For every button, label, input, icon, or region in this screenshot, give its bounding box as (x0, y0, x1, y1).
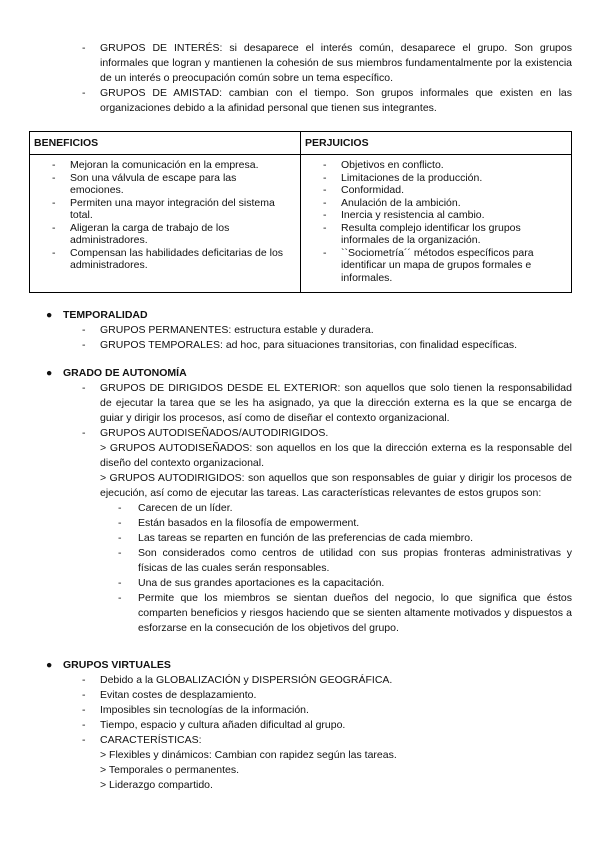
list-item: - Son una válvula de escape para las emociones. (52, 172, 292, 197)
list-item: - Mejoran la comunicación en la empresa. (52, 159, 292, 172)
beneficios-cell (30, 155, 301, 293)
autonomia-section (82, 381, 572, 636)
temporalidad-list (82, 323, 572, 353)
list-item: - GRUPOS DE INTERÉS: si desaparece el interés común, desaparece el grupo. Son grupos informales que logran y mantienen la cohesión de sus miembros fundamentalmente por la existencia de un interés o preocupación común sobre un tema específico. (82, 41, 572, 86)
list-item: - Las tareas se reparten en función de las preferencias de cada miembro. (118, 531, 572, 546)
table-header-beneficios: BENEFICIOS (30, 132, 301, 155)
feature-line: > Flexibles y dinámicos: Cambian con rapidez según las tareas. (100, 749, 397, 761)
list-item: - Están basados en la filosofía de empowerment. (118, 516, 572, 531)
list-item: - Inercia y resistencia al cambio. (323, 209, 563, 222)
list-item: - Tiempo, espacio y cultura añaden dificultad al grupo. (82, 718, 572, 733)
list-item: - Limitaciones de la producción. (323, 172, 563, 185)
bullet-icon: ● (46, 309, 53, 321)
feature-line: > Liderazgo compartido. (100, 779, 213, 791)
list-item: - GRUPOS AUTODISEÑADOS/AUTODIRIGIDOS. (82, 426, 572, 441)
list-item: - GRUPOS TEMPORALES: ad hoc, para situaciones transitorias, con finalidad específicas. (82, 338, 572, 353)
autonomia-heading: ● GRADO DE AUTONOMÍA (46, 367, 187, 379)
bullet-icon: ● (46, 659, 53, 671)
virtuales-section (82, 673, 572, 793)
list-item: - ``Sociometría´´ métodos específicos para identificar un mapa de grupos formales e informales. (323, 247, 563, 285)
autodirigidos-paragraph: > GRUPOS AUTODIRIGIDOS: son aquellos que son responsables de guiar y dirigir los procesos de ejecución, así como de ejecutar las tareas. Las características relevantes de estos grupos son: (100, 472, 572, 499)
benefits-harms-table (29, 131, 572, 293)
feature-line: > Temporales o permanentes. (100, 764, 240, 776)
list-item: - Imposibles sin tecnologías de la información. (82, 703, 572, 718)
intro-section (82, 41, 572, 116)
list-item: - Permite que los miembros se sientan dueños del negocio, lo que significa que éstos comparten beneficios y riesgos haciendo que se sienten altamente motivados y dispuestos a esforzarse en la consecución de los objetivos del grupo. (118, 591, 572, 636)
list-item: - Compensan las habilidades deficitarias de los administradores. (52, 247, 292, 272)
list-item: - GRUPOS DE DIRIGIDOS DESDE EL EXTERIOR: son aquellos que solo tienen la responsabilidad de ejecutar la tarea que se les ha asignado, ya que la dirección externa es la que se encarga de guiar y dirigir los procesos, así como de diseñar el contexto organizacional. (82, 381, 572, 426)
table-header-perjuicios: PERJUICIOS (301, 132, 572, 155)
list-item: - GRUPOS DE AMISTAD: cambian con el tiempo. Son grupos informales que existen en las organizaciones debido a la afinidad personal que tienen sus integrantes. (82, 86, 572, 116)
list-item: - Son considerados como centros de utilidad con sus propias fronteras administrativas y físicas de las cuales serán responsables. (118, 546, 572, 576)
autodisenados-paragraph: > GRUPOS AUTODISEÑADOS: son aquellos en los que la dirección externa es la responsable del diseño del contexto organizacional. (100, 442, 572, 469)
perjuicios-list (323, 159, 563, 284)
autodirigidos-features (82, 501, 572, 636)
temporalidad-heading: ● TEMPORALIDAD (46, 309, 148, 321)
list-item: - Objetivos en conflicto. (323, 159, 563, 172)
list-item: - Aligeran la carga de trabajo de los administradores. (52, 222, 292, 247)
list-item: - Debido a la GLOBALIZACIÓN y DISPERSIÓN GEOGRÁFICA. (82, 673, 572, 688)
list-item: - CARACTERÍSTICAS: (82, 733, 572, 748)
list-item: - Permiten una mayor integración del sistema total. (52, 197, 292, 222)
list-item: - Conformidad. (323, 184, 563, 197)
list-item: - Anulación de la ambición. (323, 197, 563, 210)
bullet-icon: ● (46, 367, 53, 379)
virtuales-heading: ● GRUPOS VIRTUALES (46, 659, 171, 671)
list-item: - GRUPOS PERMANENTES: estructura estable y duradera. (82, 323, 572, 338)
beneficios-list (52, 159, 292, 272)
list-item: - Una de sus grandes aportaciones es la capacitación. (118, 576, 572, 591)
list-item: - Carecen de un líder. (118, 501, 572, 516)
list-item: - Evitan costes de desplazamiento. (82, 688, 572, 703)
list-item: - Resulta complejo identificar los grupos informales de la organización. (323, 222, 563, 247)
perjuicios-cell (301, 155, 572, 293)
